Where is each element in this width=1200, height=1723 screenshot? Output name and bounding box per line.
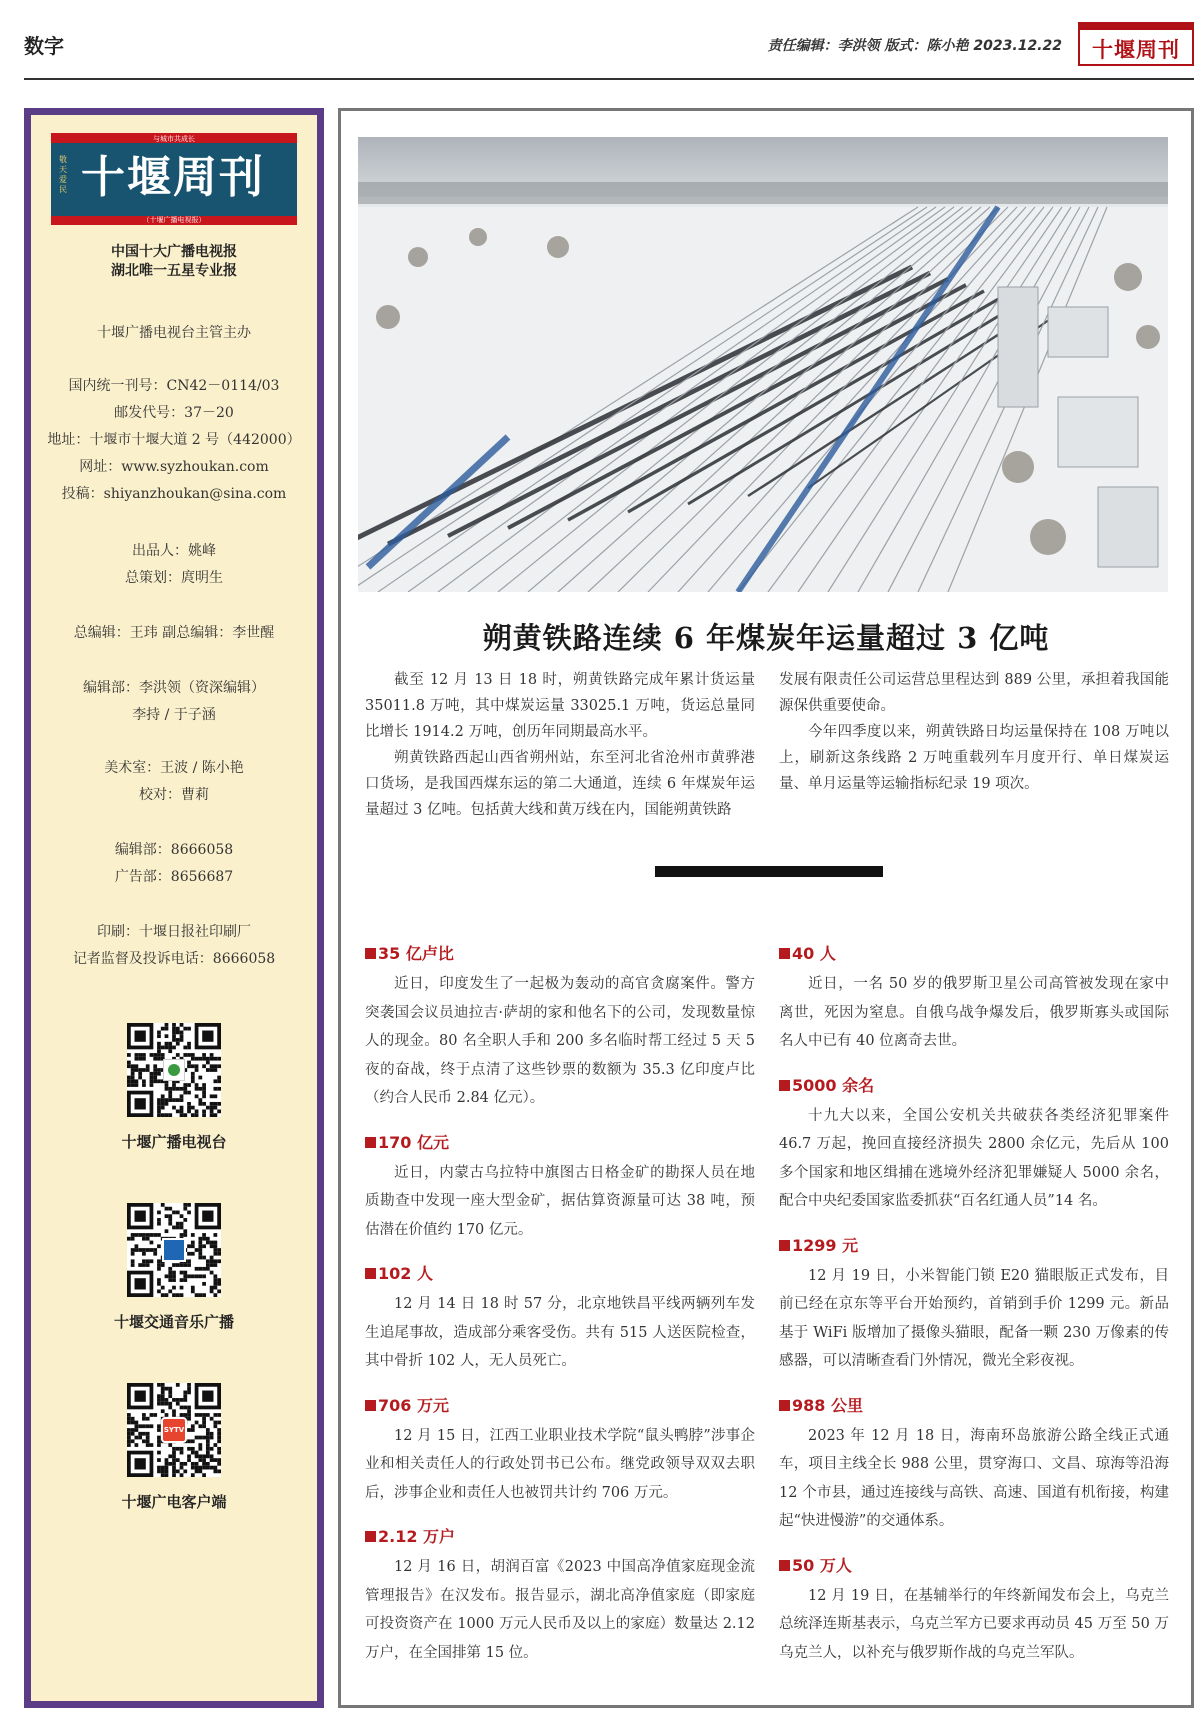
logo-icon [163,1059,185,1081]
square-bullet-icon [779,1240,790,1251]
paragraph: 发展有限责任公司运营总里程达到 889 公里，承担着我国能源保供重要使命。 [779,672,1169,714]
qr-code-radio[interactable] [127,1203,221,1297]
printer-line: 印刷：十堰日报社印刷厂 [97,924,251,940]
website-link[interactable]: 网址：www.syzhoukan.com [79,459,269,475]
radio-logo-icon [162,1238,186,1262]
logo-bar [1080,24,1192,30]
news-body: 2023 年 12 月 18 日，海南环岛旅游公路全线正式通车，项目主线全长 988 公里，贯穿海口、文昌、琼海等沿海 12 个市县，通过连接线与高铁、高速、国道有机衔接，构建起“快进慢游”的交通体系。 [779,1427,1169,1529]
chief-editors: 总编辑：王玮 副总编辑：李世醒 [73,625,275,641]
news-title: 40 人 [779,941,1169,967]
qr-code-block [31,1023,317,1152]
news-body: 12 月 14 日 18 时 57 分，北京地铁昌平线两辆列车发生追尾事故，造成部分乘客受伤。共有 515 人送医院检查，其中骨折 102 人，无人员死亡。 [365,1296,755,1369]
railway-yard-illustration [358,137,1168,592]
phone-numbers [31,837,317,891]
planner-line: 总策划：庹明生 [125,570,223,586]
taglines [31,243,317,281]
printing-info [31,919,317,973]
info-line: 邮发代号：37－20 [114,405,234,421]
qr-code-block [31,1383,317,1512]
railway-yard-photo [358,137,1168,592]
phone-line: 广告部：8656687 [114,869,234,885]
qr-code-tv-station[interactable] [127,1023,221,1117]
news-body: 12 月 16 日，胡润百富《2023 中国高净值家庭现金流管理报告》在汉发布。报告显示，湖北高净值家庭（即家庭可投资资产在 1000 万元人民币及以上的家庭）数量达 2.12 万户，在全国排第 15 位。 [365,1559,755,1661]
section-divider [655,866,883,877]
masthead-subtitle: （十堰广播电视报） [142,216,206,224]
news-body: 12 月 19 日，小米智能门锁 E20 猫眼版正式发布，目前已经在京东等平台开始预约，首销到手价 1299 元。新品基于 WiFi 版增加了摄像头猫眼，配备一颗 230 万像素的传感器，可以清晰查看门外情况，微光全彩夜视。 [779,1267,1169,1369]
news-item [779,1233,1169,1376]
info-line: 地址：十堰市十堰大道 2 号（442000） [47,432,301,448]
sponsor: 十堰广播电视台主管主办 [97,325,251,341]
news-title: 170 亿元 [365,1130,755,1156]
page-header [24,22,1194,76]
square-bullet-icon [365,1268,376,1279]
square-bullet-icon [365,1531,376,1542]
news-body: 12 月 15 日，江西工业职业技术学院“鼠头鸭脖”涉事企业和相关责任人的行政处罚书已公布。继党政领导双双去职后，涉事企业和责任人也被罚共计约 706 万元。 [365,1427,755,1501]
news-item [779,1553,1169,1668]
phone-line: 编辑部：8666058 [114,842,234,858]
news-column-right [779,941,1169,1684]
tagline-1: 中国十大广播电视报 [111,244,237,260]
news-title: 1299 元 [779,1233,1169,1259]
news-item [779,1073,1169,1216]
lead-article-right [779,667,1169,797]
tagline-2: 湖北唯一五星专业报 [111,263,237,279]
masthead-title: 十堰周刊 [81,152,265,203]
square-bullet-icon [365,948,376,959]
square-bullet-icon [779,948,790,959]
news-column-left [365,941,755,1684]
news-title: 102 人 [365,1261,755,1287]
masthead-slogan: 与城市共成长 [153,135,195,143]
news-item [365,1130,755,1245]
news-title: 5000 余名 [779,1073,1169,1099]
email-link[interactable]: 投稿：shiyanzhoukan@sina.com [61,486,287,502]
news-title: 706 万元 [365,1393,755,1419]
news-title: 2.12 万户 [365,1524,755,1550]
producers [31,538,317,592]
art-line: 美术室：王波 / 陈小艳 [104,760,244,776]
news-item [365,1393,755,1508]
paragraph: 朔黄铁路西起山西省朔州站，东至河北省沧州市黄骅港口货场，是我国西煤东运的第二大通道，连续 6 年煤炭年运量超过 3 亿吨。包括黄大线和黄万线在内，国能朔黄铁路 [365,750,755,818]
lead-article-left [365,667,755,823]
square-bullet-icon [779,1080,790,1091]
header-logo [1078,22,1194,66]
square-bullet-icon [365,1137,376,1148]
news-item [365,1261,755,1376]
main-content [338,108,1194,1708]
news-item [779,1393,1169,1536]
section-name: 数字 [24,34,64,58]
square-bullet-icon [365,1400,376,1411]
editorial-line: 李持 / 于子涵 [132,707,216,723]
news-title: 988 公里 [779,1393,1169,1419]
paragraph: 截至 12 月 13 日 18 时，朔黄铁路完成年累计货运量 35011.8 万吨，其中煤炭运量 33025.1 万吨，货运总量同比增长 1914.2 万吨，创历年同期最高水平。 [365,672,755,740]
qr-code-block [31,1203,317,1332]
qr-label: 十堰广播电视台 [121,1133,227,1151]
publication-info [31,373,317,508]
info-line: 国内统一刊号：CN42－0114/03 [68,378,280,394]
sidebar [24,108,324,1708]
news-title: 50 万人 [779,1553,1169,1579]
square-bullet-icon [779,1560,790,1571]
news-body: 十九大以来，全国公安机关共破获各类经济犯罪案件 46.7 万起，挽回直接经济损失 2800 余亿元，先后从 100 多个国家和地区缉捕在逃境外经济犯罪嫌疑人 5000 余名，配合中央纪委国家监委抓获“百名红通人员”14 名。 [779,1107,1169,1209]
art-staff [31,755,317,809]
editorial-staff [31,675,317,729]
square-bullet-icon [779,1400,790,1411]
news-body: 近日，印度发生了一起极为轰动的高官贪腐案件。警方突袭国会议员迪拉吉·萨胡的家和他名下的公司，发现数量惊人的现金。80 名全职人手和 200 多名临时帮工经过 5 天 5 夜的奋战，终于点清了这些钞票的数额为 35.3 亿印度卢比（约合人民币 2.84 亿元）。 [365,976,755,1106]
news-item [365,1524,755,1667]
proofreader-line: 校对：曹莉 [139,787,209,803]
news-body: 近日，一名 50 岁的俄罗斯卫星公司高管被发现在家中离世，死因为窒息。自俄乌战争爆发后，俄罗斯寡头或国际名人中已有 40 位离奇去世。 [779,976,1169,1049]
news-item [779,941,1169,1056]
qr-label: 十堰广电客户端 [121,1493,227,1511]
editorial-line: 编辑部：李洪领（资深编辑） [83,680,265,696]
header-rule [24,78,1194,80]
tv-app-icon: SYTV [161,1417,187,1443]
news-body: 12 月 19 日，在基辅举行的年终新闻发布会上，乌克兰总统泽连斯基表示，乌克兰军方已要求再动员 45 万至 50 万乌克兰人，以补充与俄罗斯作战的乌克兰军队。 [779,1587,1169,1661]
header-logo-text: 十堰周刊 [1092,37,1180,62]
news-body: 近日，内蒙古乌拉特中旗图古日格金矿的勘探人员在地质勘查中发现一座大型金矿，据估算资源量可达 38 吨，预估潜在价值约 170 亿元。 [365,1164,755,1238]
qr-code-app[interactable] [127,1383,221,1477]
news-title: 35 亿卢比 [365,941,755,967]
masthead-side-text: 敬天爱民 [59,155,67,194]
qr-label: 十堰交通音乐广播 [113,1313,234,1331]
producer-line: 出品人：姚峰 [132,543,216,559]
masthead [51,133,297,225]
headline: 朔黄铁路连续 6 年煤炭年运量超过 3 亿吨 [482,621,1050,655]
editor-credits: 责任编辑：李洪领 版式：陈小艳 2023.12.22 [767,38,1062,54]
paragraph: 今年四季度以来，朔黄铁路日均运量保持在 108 万吨以上，刷新这条线路 2 万吨重载列车月度开行、单日煤炭运量、单月运量等运输指标纪录 19 项次。 [779,724,1169,792]
news-item [365,941,755,1113]
complaint-line: 记者监督及投诉电话：8666058 [72,951,276,967]
